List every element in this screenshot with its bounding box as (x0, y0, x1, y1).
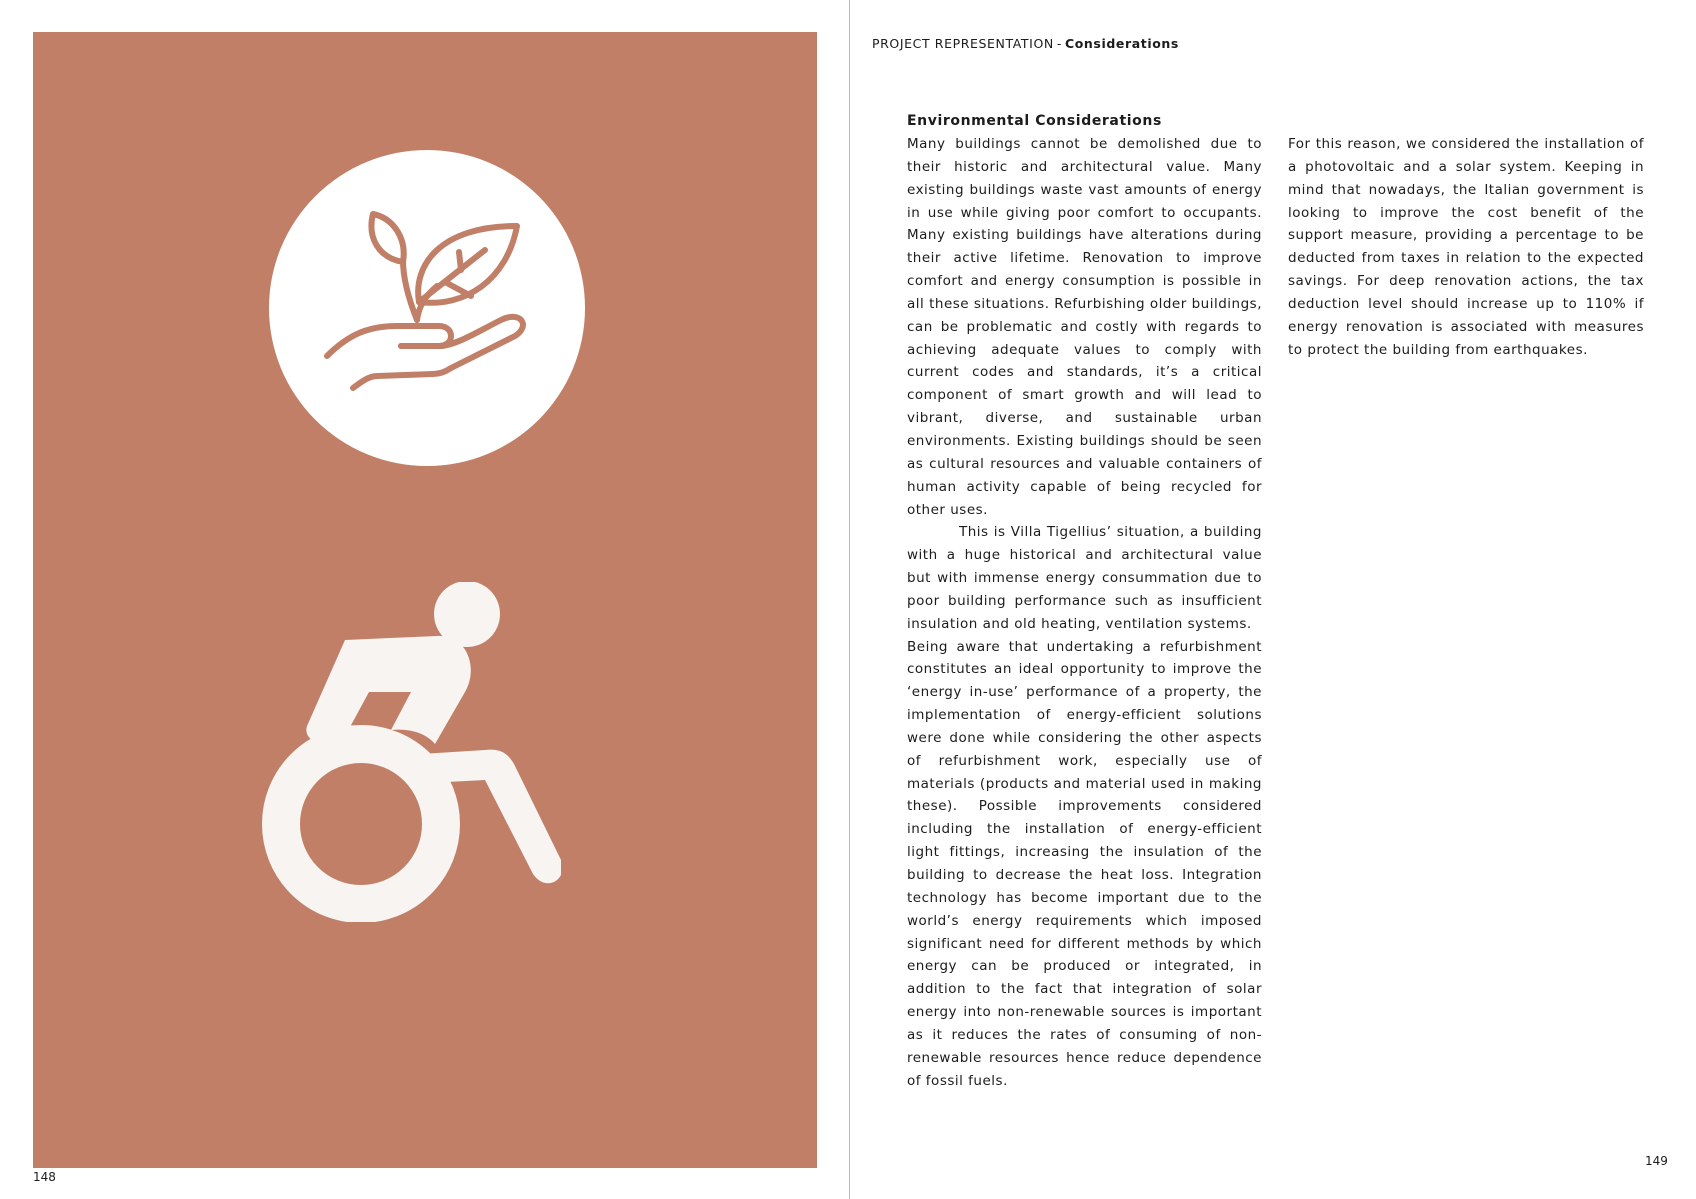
paragraph: For this reason, we considered the installation of a photovoltaic and a solar system. Keeping in mind that nowadays, the Italian government is looking to improve the cost benefit of the support measure, providing a percentage to be deducted from taxes in relation to the expected savings. For deep renovation actions, the tax deduction level should increase up to 110% if energy renovation is associated with measures to protect the building from earthquakes. (1288, 136, 1644, 358)
running-head (872, 36, 1179, 51)
text-column-1 (907, 110, 1262, 1092)
page-number-right: 149 (1645, 1154, 1668, 1168)
running-head-separator: - (1056, 36, 1062, 51)
illustration-panel (33, 32, 817, 1168)
paragraph: Being aware that undertaking a refurbishment constitutes an ideal opportunity to improve the ‘energy in-use’ performance of a property, the implementation of energy-efficient solutions were done while considering the other aspects of refurbishment work, especially use of materials (products and material used in making these). Possible improvements considered including the installation of energy-efficient light fittings, increasing the insulation of the building to decrease the heat loss. Integration technology has become important due to the world’s energy requirements which imposed significant need for different methods by which energy can be produced or integrated, in addition to the fact that integration of solar energy into non-renewable sources is important as it reduces the rates of consuming of non-renewable resources hence reduce dependence of fossil fuels. (907, 638, 1262, 1089)
gutter-divider (849, 0, 850, 1199)
paragraph: Many buildings cannot be demolished due to their historic and architectural value. Many existing buildings waste vast amounts of energy in use while giving poor comfort to occupants. Many existing buildings have alterations during their active lifetime. Renovation to improve comfort and energy consumption is possible in all these situations. Refurbishing older buildings, can be problematic and costly with regards to achieving adequate values to comply with current codes and standards, it’s a critical component of smart growth and will lead to vibrant, diverse, and sustainable urban environments. Existing buildings should be seen as cultural resources and valuable containers of human activity capable of being recycled for other uses. (907, 136, 1262, 518)
section-heading: Environmental Considerations (907, 113, 1162, 129)
running-head-subsection: Considerations (1064, 36, 1179, 51)
paragraph: This is Villa Tigellius’ situation, a building with a huge historical and architectural value but with immense energy consummation due to poor building performance such as insufficient insulation and old heating, ventilation systems. (907, 524, 1262, 632)
wheelchair-icon (261, 582, 561, 922)
plant-in-hand-icon (269, 150, 585, 466)
text-column-2 (1288, 133, 1644, 361)
page-number-left: 148 (33, 1170, 56, 1184)
running-head-section: PROJECT REPRESENTATION (872, 36, 1054, 51)
icon-circle (269, 150, 585, 466)
